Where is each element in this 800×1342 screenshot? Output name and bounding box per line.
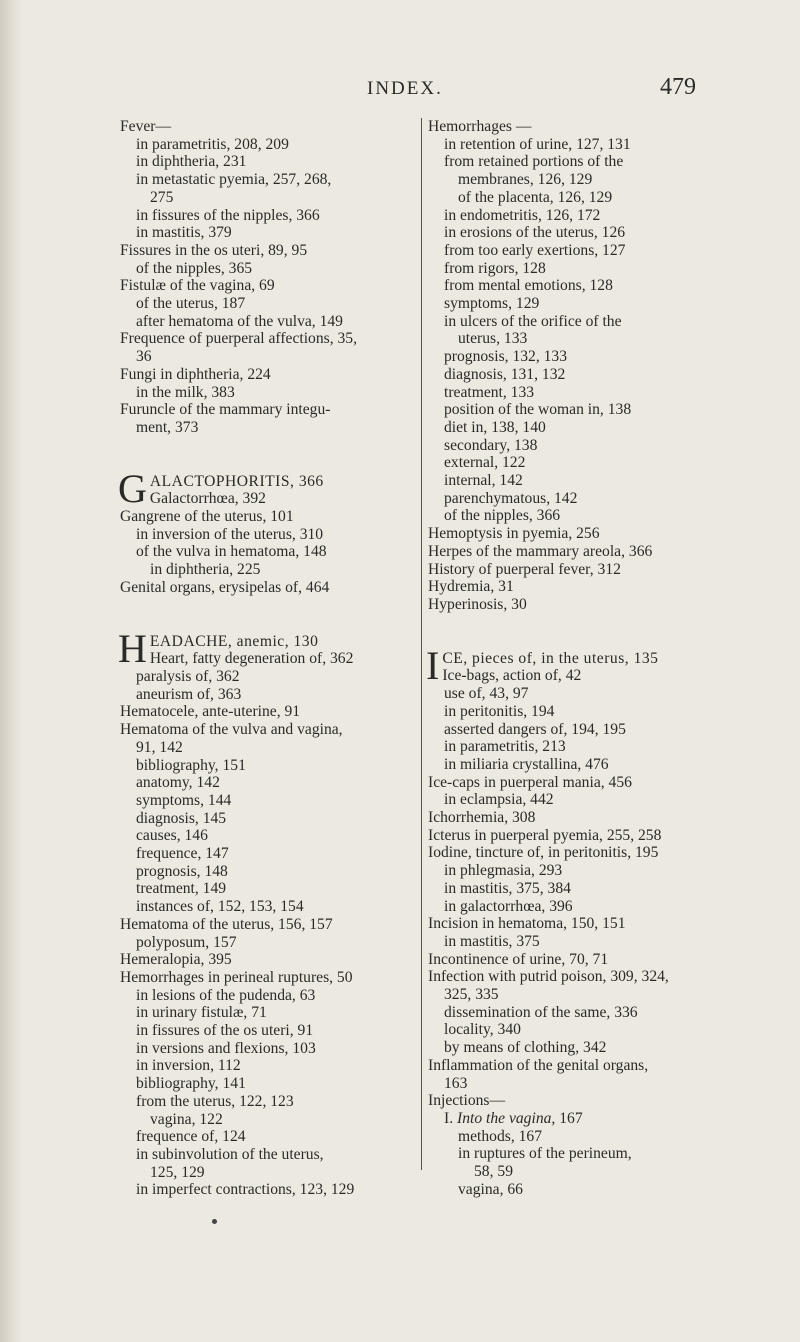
index-subentry: in eclampsia, 442 (444, 791, 554, 809)
index-entry: Hematocele, ante-uterine, 91 (120, 703, 301, 721)
index-subentry: causes, 146 (136, 827, 208, 845)
index-entry: Injections— (428, 1092, 506, 1110)
index-subentry: in diphtheria, 231 (136, 153, 247, 171)
index-continuation: 36 (136, 348, 152, 366)
index-subentry: in parametritis, 213 (444, 738, 566, 756)
index-entry: Hemeralopia, 395 (120, 951, 232, 969)
index-subentry: diagnosis, 131, 132 (444, 365, 566, 383)
index-subentry: vagina, 66 (458, 1180, 523, 1198)
index-subentry: in mastitis, 379 (136, 224, 232, 242)
index-subentry: in versions and flexions, 103 (136, 1039, 316, 1057)
index-subentry: in ulcers of the orifice of the (444, 312, 622, 330)
index-subentry: in peritonitis, 194 (444, 702, 555, 720)
section-gap (120, 597, 415, 633)
index-continuation: 58, 59 (474, 1163, 513, 1181)
index-continuation: 125, 129 (150, 1163, 205, 1181)
index-subentry: in subinvolution of the uterus, (136, 1145, 324, 1163)
index-subentry: paralysis of, 362 (136, 667, 240, 685)
index-subentry: in inversion of the uterus, 310 (136, 525, 324, 543)
index-subentry: of the uterus, 187 (136, 295, 246, 313)
index-subentry: from retained portions of the (444, 153, 624, 171)
index-entry: Frequence of puerperal affections, 35, (120, 330, 357, 348)
index-subentry: frequence, 147 (136, 845, 229, 863)
index-subentry: in mastitis, 375 (444, 932, 540, 950)
index-entry: Hyperinosis, 30 (428, 595, 527, 613)
index-subentry: in retention of urine, 127, 131 (444, 135, 631, 153)
index-subentry: after hematoma of the vulva, 149 (136, 312, 343, 330)
index-subentry: in phlegmasia, 293 (444, 862, 563, 880)
index-entry: History of puerperal fever, 312 (428, 560, 621, 578)
index-entry: Fungi in diphtheria, 224 (120, 365, 271, 383)
index-entry: Furuncle of the mammary integu- (120, 401, 331, 419)
right-column (428, 118, 724, 1198)
index-subentry: diagnosis, 145 (136, 809, 227, 827)
index-continuation: membranes, 126, 129 (458, 171, 593, 189)
drop-cap-g: G (118, 465, 147, 511)
index-subentry: from too early exertions, 127 (444, 241, 626, 259)
index-subentry: instances of, 152, 153, 154 (136, 898, 304, 916)
index-entry: Heart, fatty degeneration of, 362 (149, 650, 354, 668)
index-entry: Herpes of the mammary areola, 366 (428, 542, 653, 560)
index-subentry: prognosis, 148 (136, 862, 228, 880)
column-rule (421, 118, 422, 1170)
index-entry: Iodine, tincture of, in peritonitis, 195 (428, 844, 659, 862)
section-h (118, 625, 415, 671)
index-subentry: by means of clothing, 342 (444, 1039, 607, 1057)
index-entry: Icterus in puerperal pyemia, 255, 258 (428, 826, 662, 844)
index-subentry: in erosions of the uterus, 126 (444, 224, 626, 242)
index-subentry: locality, 340 (444, 1021, 521, 1039)
index-continuation: 91, 142 (136, 738, 183, 756)
index-subentry: of the vulva in hematoma, 148 (136, 543, 327, 561)
binding-shadow (0, 0, 22, 1342)
index-subentry: treatment, 133 (444, 383, 535, 401)
index-heading: Fever— (120, 118, 172, 135)
index-entry: Fistulæ of the vagina, 69 (120, 277, 275, 295)
index-entry: Ice-caps in puerperal mania, 456 (428, 773, 632, 791)
index-subentry: in the milk, 383 (136, 383, 235, 401)
index-subentry: in fissures of the nipples, 366 (136, 206, 320, 224)
index-subentry: from rigors, 128 (444, 259, 546, 277)
index-subentry: polyposum, 157 (136, 933, 237, 951)
index-subentry: of the nipples, 366 (444, 507, 561, 525)
index-subentry: in diphtheria, 225 (150, 561, 261, 579)
index-subentry: bibliography, 151 (136, 756, 246, 774)
drop-cap-i: I (426, 642, 440, 688)
injections-page: 167 (559, 1109, 583, 1127)
index-subentry: symptoms, 129 (444, 295, 540, 313)
index-entry: Incontinence of urine, 70, 71 (428, 950, 609, 968)
index-entry: Genital organs, erysipelas of, 464 (120, 578, 330, 596)
index-entry: Ice-bags, action of, 42 (442, 667, 582, 685)
index-continuation: 163 (444, 1074, 468, 1092)
index-subentry: parenchymatous, 142 (444, 489, 578, 507)
index-subentry: frequence of, 124 (136, 1128, 246, 1146)
index-subentry: in endometritis, 126, 172 (444, 206, 601, 224)
index-entry: Incision in hematoma, 150, 151 (428, 915, 626, 933)
ink-spot (212, 1219, 217, 1224)
drop-cap-h: H (118, 625, 147, 671)
index-subentry: of the placenta, 126, 129 (458, 188, 613, 206)
index-subentry: vagina, 122 (150, 1110, 223, 1128)
index-heading: Hemorrhages — (428, 118, 532, 135)
injections-title: Into the vagina, (457, 1109, 556, 1127)
index-subentry: position of the woman in, 138 (444, 401, 632, 419)
index-subentry: in urinary fistulæ, 71 (136, 1004, 267, 1022)
index-entry: Ichorrhemia, 308 (428, 809, 536, 827)
index-continuation: 275 (150, 188, 174, 206)
index-entry: Hemoptysis in pyemia, 256 (428, 525, 600, 543)
index-entry: Infection with putrid poison, 309, 324, (428, 968, 669, 986)
index-entry: Inflammation of the genital organs, (428, 1056, 649, 1074)
index-entry: Galactorrhœa, 392 (149, 490, 266, 508)
section-gap (120, 437, 415, 473)
index-subentry: bibliography, 141 (136, 1075, 246, 1093)
section-gap (428, 614, 724, 650)
index-subentry: in lesions of the pudenda, 63 (136, 986, 316, 1004)
injections-label: I. (444, 1109, 454, 1127)
section-i (426, 642, 724, 688)
page-number: 479 (660, 74, 696, 100)
index-subentry: symptoms, 144 (136, 791, 232, 809)
index-subentry: from mental emotions, 128 (444, 277, 613, 295)
index-subentry: aneurism of, 363 (136, 685, 242, 703)
index-entry: Hemorrhages in perineal ruptures, 50 (120, 968, 353, 986)
section-g (118, 465, 415, 511)
index-continuation: ment, 373 (136, 418, 199, 436)
index-subentry: asserted dangers of, 194, 195 (444, 720, 626, 738)
index-subentry: methods, 167 (458, 1127, 543, 1145)
index-entry: Hematoma of the vulva and vagina, (120, 721, 343, 739)
index-subentry: in galactorrhœa, 396 (444, 897, 573, 915)
index-subentry: from the uterus, 122, 123 (136, 1092, 294, 1110)
running-title: INDEX. (367, 78, 443, 99)
left-column (120, 118, 415, 1199)
index-continuation: 325, 335 (444, 986, 499, 1004)
index-subentry: diet in, 138, 140 (444, 418, 546, 436)
index-entry: Fissures in the os uteri, 89, 95 (120, 241, 308, 259)
index-subentry: of the nipples, 365 (136, 259, 253, 277)
index-subentry: dissemination of the same, 336 (444, 1003, 638, 1021)
index-entry: Hydremia, 31 (428, 578, 514, 596)
index-subentry: use of, 43, 97 (444, 685, 529, 703)
index-entry: Gangrene of the uterus, 101 (120, 508, 294, 526)
index-subentry: in ruptures of the perineum, (458, 1145, 632, 1163)
index-entry: Hematoma of the uterus, 156, 157 (120, 915, 333, 933)
index-subentry: in miliaria crystallina, 476 (444, 755, 609, 773)
index-entry: EADACHE, anemic, 130 (149, 632, 319, 650)
index-subentry: internal, 142 (444, 472, 523, 490)
index-subentry: treatment, 149 (136, 880, 227, 898)
index-continuation: uterus, 133 (458, 330, 528, 348)
index-subentry: anatomy, 142 (136, 774, 220, 792)
index-entry: CE, pieces of, in the uterus, 135 (442, 649, 659, 667)
index-subentry: external, 122 (444, 454, 526, 472)
index-subentry: in fissures of the os uteri, 91 (136, 1022, 314, 1040)
index-subentry: in imperfect contractions, 123, 129 (136, 1181, 355, 1199)
index-subentry: prognosis, 132, 133 (444, 348, 568, 366)
index-subentry: in parametritis, 208, 209 (136, 135, 289, 153)
index-subentry: in metastatic pyemia, 257, 268, (136, 171, 332, 189)
index-entry: ALACTOPHORITIS, 366 (149, 472, 324, 490)
index-subentry: in mastitis, 375, 384 (444, 879, 571, 897)
index-subentry: secondary, 138 (444, 436, 538, 454)
index-subentry: in inversion, 112 (136, 1057, 241, 1075)
injections-vagina-line (428, 1110, 724, 1128)
